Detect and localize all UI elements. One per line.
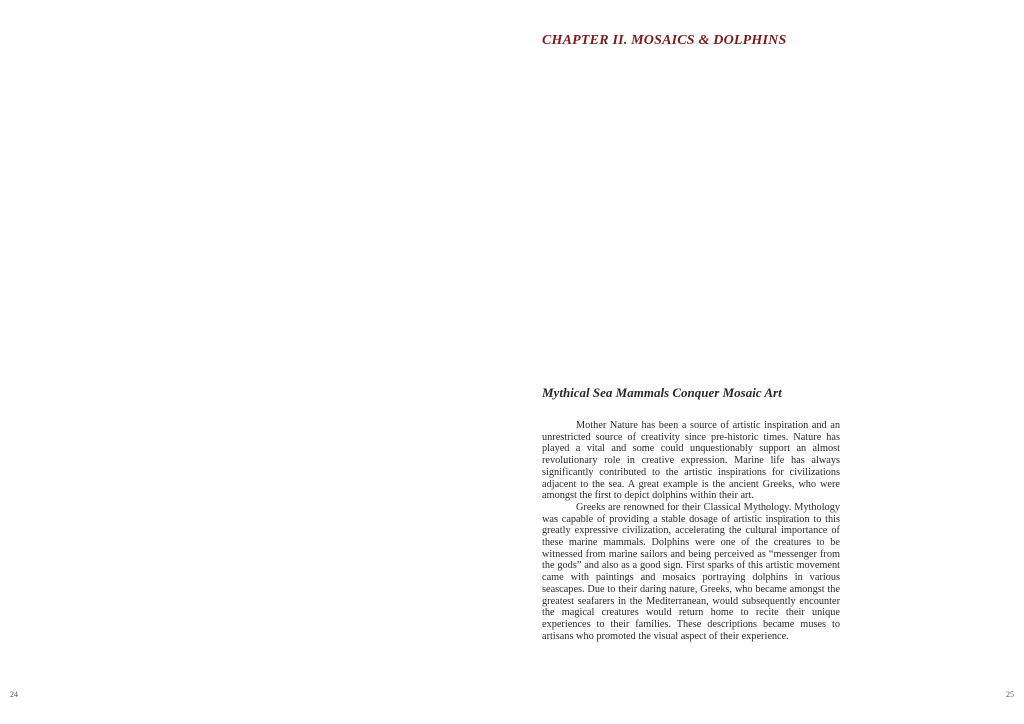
section-heading: Mythical Sea Mammals Conquer Mosaic Art xyxy=(542,385,782,400)
page-number-right: 25 xyxy=(1006,690,1014,699)
chapter-title: CHAPTER II. MOSAICS & DOLPHINS xyxy=(542,33,787,48)
paragraph: Mother Nature has been a source of artistic inspiration and an unrestricted source of creativity since pre-historic times. Nature has played a vital and some could unquestionably support an almost revolutionary role in creative expression. Marine life has always significantly contributed to the artistic inspirations for civilizations adjacent to the sea. A great example is the ancient Greeks, who were amongst the first to depict dolphins within their art. xyxy=(542,420,840,502)
body-text xyxy=(542,420,840,642)
right-page xyxy=(512,0,1024,724)
page-number-left: 24 xyxy=(10,690,18,699)
paragraph: Greeks are renowned for their Classical Mythology. Mythology was capable of providing a stable dosage of artistic inspiration to this greatly expressive civilization, accelerating the cultural importance of these marine mammals. Dolphins were one of the creatures to be witnessed from marine sailors and being perceived as “messenger from the gods” and also as a good sign. First sparks of this artistic movement came with paintings and mosaics portraying dolphins in various seascapes. Due to their daring nature, Greeks, who became amongst the greatest seafarers in the Mediterranean, would subsequently encounter the magical creatures would return home to recite their unique experiences to their families. These descriptions became muses to artisans who promoted the visual aspect of their experience. xyxy=(542,501,840,642)
